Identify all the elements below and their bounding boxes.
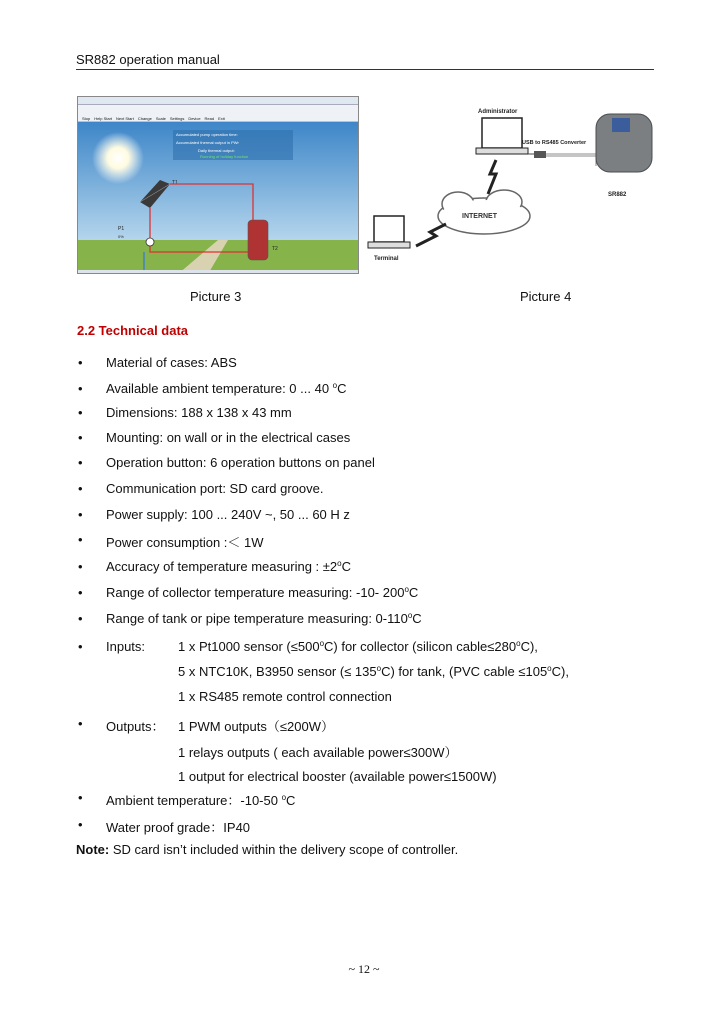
- bullet-marker: •: [78, 381, 83, 396]
- spec-item: Range of collector temperature measuring: -10- 200$^o$C: [106, 585, 419, 600]
- running-header: SR882 operation manual: [76, 52, 220, 67]
- spec-item: Dimensions: 188 x 138 x 43 mm: [106, 405, 292, 420]
- toolbar-item: Device: [188, 116, 201, 121]
- converter-label: USB to RS485 Converter: [522, 140, 587, 146]
- outputs-line: 1 relays outputs ( each available power≤300W）: [178, 745, 458, 760]
- inputs-line: 1 x RS485 remote control connection: [178, 689, 392, 704]
- bullet-marker: •: [78, 716, 83, 731]
- spec-item: Accuracy of temperature measuring : $\pm 2^oC$: [106, 559, 351, 574]
- spec-item: Material of cases: ABS: [106, 355, 237, 370]
- administrator-computer-icon: [476, 118, 528, 154]
- bullet-marker: •: [78, 455, 83, 470]
- node-label: 0%: [118, 234, 124, 239]
- terminal-label: Terminal: [374, 256, 399, 262]
- bullet-marker: •: [78, 405, 83, 420]
- bullet-marker: •: [78, 559, 83, 574]
- spec-item: Range of tank or pipe temperature measuring: 0-110$^o$C: [106, 611, 422, 626]
- outputs-line: 1 PWM outputs（≤200W）: [178, 719, 334, 734]
- toolbar-item: Settings: [169, 116, 185, 121]
- sun-icon: [92, 132, 144, 184]
- spec-item: Operation button: 6 operation buttons on panel: [106, 455, 375, 470]
- status-line: Running of holiday function: [200, 154, 249, 159]
- outputs-label: Outputs：: [106, 719, 165, 734]
- terminal-computer-icon: [368, 216, 410, 248]
- info-label: Accumulated thermal output in PWr: [176, 140, 239, 145]
- storage-tank-icon: [248, 220, 268, 260]
- info-label: Accumulated pump operation time:: [176, 132, 238, 137]
- internet-label: INTERNET: [462, 213, 497, 220]
- node-label: P1: [118, 226, 125, 232]
- window-toolbar: [78, 105, 358, 122]
- bullet-marker: •: [78, 430, 83, 445]
- picture-3-software-screenshot: [77, 96, 359, 274]
- spec-item: Communication port: SD card groove.: [106, 481, 324, 496]
- page-number: ~ 12 ~: [348, 962, 380, 976]
- section-heading: 2.2 Technical data: [77, 323, 189, 338]
- sr882-label: SR882: [608, 192, 627, 198]
- bullet-marker: •: [78, 355, 83, 370]
- bullet-marker: •: [78, 507, 83, 522]
- picture-3-caption: Picture 3: [190, 289, 242, 304]
- bullet-marker: •: [78, 481, 83, 496]
- spec-item: Power consumption :＜ 1W: [106, 535, 264, 550]
- outputs-line: 1 output for electrical booster (available power≤1500W): [178, 769, 497, 784]
- toolbar-item: Read: [204, 116, 215, 121]
- inputs-line: 1 x Pt1000 sensor $(\le 500^oC)$ for collector (silicon $cable\le 280^oC$),: [178, 639, 538, 654]
- solar-system-scene: [78, 122, 358, 274]
- node-label: T2: [272, 246, 278, 252]
- bullet-marker: •: [78, 790, 83, 805]
- bullet-marker: •: [78, 611, 83, 626]
- window-statusbar: [78, 270, 358, 273]
- toolbar-item: Stop: [82, 116, 91, 121]
- bullet-marker: •: [78, 639, 83, 654]
- toolbar-item: Help Start: [94, 116, 113, 121]
- spec-item: Water proof grade：IP40: [106, 820, 251, 835]
- bullet-marker: •: [78, 585, 83, 600]
- spec-item: Ambient temperature：-10-50 $^o$C: [106, 793, 296, 808]
- node-label: T1: [172, 180, 178, 186]
- note: Note: SD card isn’t included within the delivery scope of controller.: [76, 842, 459, 857]
- pump-icon: [146, 238, 154, 246]
- toolbar-item: Change: [137, 116, 152, 121]
- bullet-marker: •: [78, 532, 83, 547]
- bullet-marker: •: [78, 817, 83, 832]
- info-label: Daily thermal output:: [198, 148, 235, 153]
- toolbar-item: Exit: [218, 116, 225, 121]
- window-titlebar: [78, 97, 358, 105]
- spec-item: Power supply: 100 ... 240V ~, 50 ... 60 H z: [106, 507, 350, 522]
- header-rule: [76, 69, 654, 70]
- toolbar-item: Next Start: [116, 116, 134, 121]
- spec-item: Available ambient temperature: 0 ... 40 $^o$C: [106, 381, 347, 396]
- picture-4-caption: Picture 4: [520, 289, 572, 304]
- sr882-device-icon: [596, 114, 652, 172]
- spec-item: Mounting: on wall or in the electrical cases: [106, 430, 351, 445]
- picture-4-network-diagram: [364, 96, 662, 268]
- inputs-line: 5 x NTC10K, B3950 sensor (≤ $135^oC$) for tank, (PVC cable $\le 105^oC$),: [178, 664, 569, 679]
- inputs-label: Inputs:: [106, 639, 146, 654]
- administrator-label: Administrator: [478, 109, 518, 115]
- converter-icon: [534, 151, 546, 158]
- toolbar-item: Scale: [155, 116, 166, 121]
